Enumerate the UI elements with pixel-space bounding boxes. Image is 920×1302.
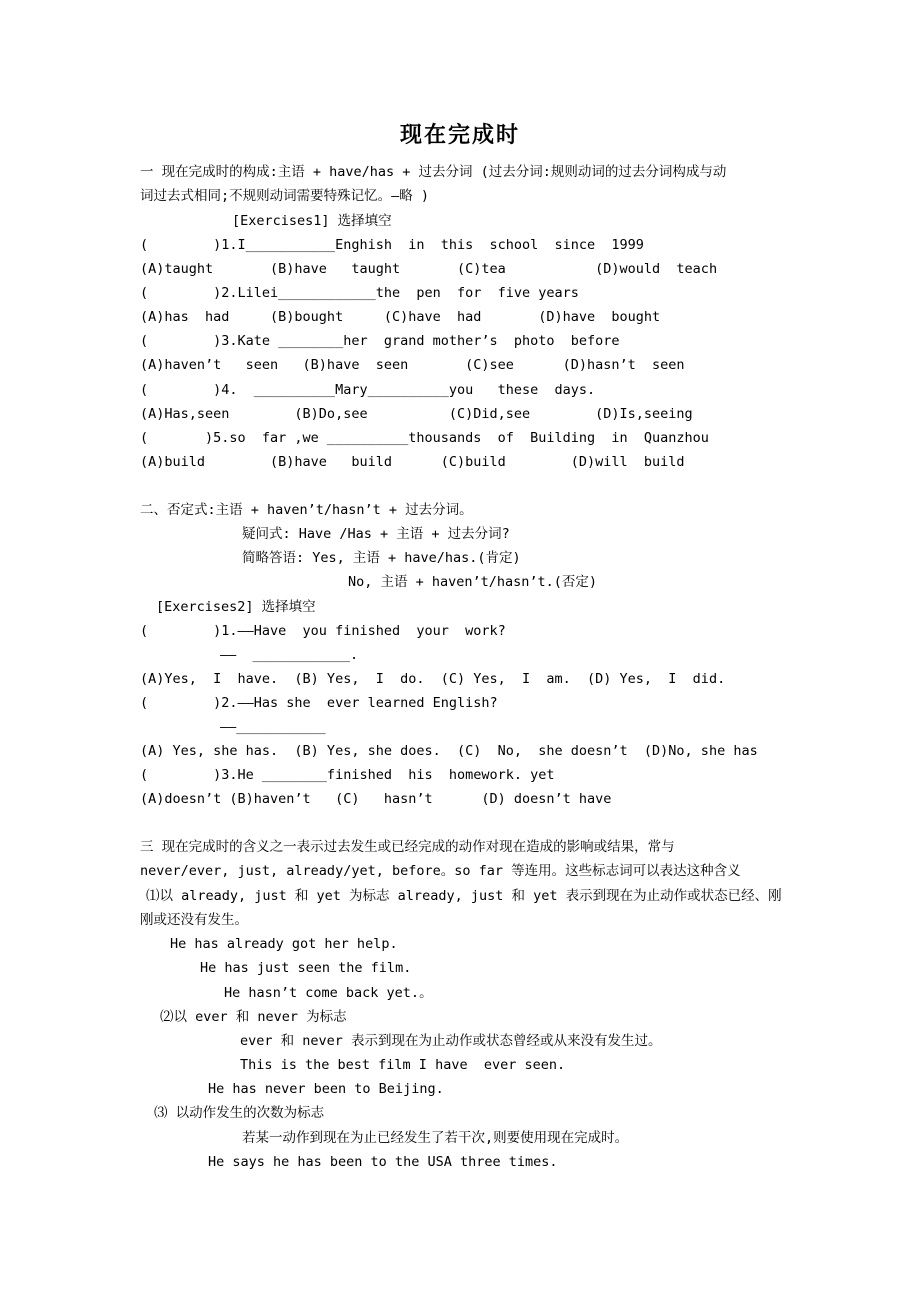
example-never: He has never been to Beijing. bbox=[208, 1081, 444, 1097]
section3-intro-line2: never/ever, just, already/yet, before。so far 等连用。这些标志词可以表达这种含义 bbox=[140, 863, 741, 879]
ex1-options-4: (A)Has,seen (B)Do,see (C)Did,see (D)Is,seeing bbox=[140, 406, 693, 422]
ex2-question-3: ( )3.He ________finished his homework. yet bbox=[140, 767, 555, 783]
section3-intro-line1: 三 现在完成时的含义之一表示过去发生或已经完成的动作对现在造成的影响或结果，常与 bbox=[140, 839, 675, 855]
section3-point3-explanation: 若某一动作到现在为止已经发生了若干次,则要使用现在完成时。 bbox=[242, 1130, 629, 1146]
section3-point1-line2: 刚或还没有发生。 bbox=[140, 912, 248, 928]
ex1-question-4: ( )4. __________Mary__________you these days. bbox=[140, 382, 596, 398]
ex1-question-3: ( )3.Kate ________her grand mother’s photo before bbox=[140, 333, 620, 349]
section2-short-answer-yes: 简略答语: Yes, 主语 + have/has.(肯定) bbox=[242, 550, 521, 566]
ex2-answer-blank-2: ——___________ bbox=[220, 719, 326, 735]
ex1-options-1: (A)taught (B)have taught (C)tea (D)would teach bbox=[140, 261, 718, 277]
ex1-question-1: ( )1.I___________Enghish in this school since 1999 bbox=[140, 237, 644, 253]
ex2-options-3: (A)doesn’t (B)haven’t (C) hasn’t (D) doesn’t have bbox=[140, 791, 612, 807]
section2-short-answer-no: No, 主语 + haven’t/hasn’t.(否定) bbox=[348, 574, 598, 590]
example-times: He says he has been to the USA three times. bbox=[208, 1154, 558, 1170]
ex1-options-5: (A)build (B)have build (C)build (D)will build bbox=[140, 454, 685, 470]
ex2-answer-blank-1: —— ____________. bbox=[220, 647, 359, 663]
page-title: 现在完成时 bbox=[399, 123, 520, 148]
ex2-question-2: ( )2.——Has she ever learned English? bbox=[140, 695, 498, 711]
section2-negative-form: 二、否定式:主语 + haven’t/hasn’t + 过去分词。 bbox=[140, 502, 473, 518]
ex1-question-2: ( )2.Lilei____________the pen for five years bbox=[140, 285, 579, 301]
ex2-options-1: (A)Yes, I have. (B) Yes, I do. (C) Yes, I am. (D) Yes, I did. bbox=[140, 671, 726, 687]
ex1-question-5: ( )5.so far ,we __________thousands of Building in Quanzhou bbox=[140, 430, 709, 446]
section3-point1-line1: ⑴以 already, just 和 yet 为标志 already, just 和 yet 表示到现在为止动作或状态已经、刚 bbox=[146, 888, 782, 904]
example-already: He has already got her help. bbox=[170, 936, 398, 952]
section1-intro-line1: 一 现在完成时的构成:主语 + have/has + 过去分词 (过去分词:规则动词的过去分词构成与动 bbox=[140, 164, 727, 180]
section2-question-form: 疑问式: Have /Has + 主语 + 过去分词? bbox=[242, 526, 510, 542]
section3-point3-heading: ⑶ 以动作发生的次数为标志 bbox=[154, 1105, 325, 1121]
section1-intro-line2: 词过去式相同;不规则动词需要特殊记忆。—略 ) bbox=[140, 188, 430, 204]
ex2-question-1: ( )1.——Have you finished your work? bbox=[140, 623, 506, 639]
exercises2-heading: [Exercises2] 选择填空 bbox=[156, 599, 316, 615]
example-yet: He hasn’t come back yet.。 bbox=[224, 985, 433, 1001]
section3-point2-explanation: ever 和 never 表示到现在为止动作或状态曾经或从来没有发生过。 bbox=[240, 1033, 662, 1049]
ex1-options-2: (A)has had (B)bought (C)have had (D)have bought bbox=[140, 309, 661, 325]
exercises1-heading: [Exercises1] 选择填空 bbox=[232, 213, 392, 229]
example-ever: This is the best film I have ever seen. bbox=[240, 1057, 566, 1073]
ex2-options-2: (A) Yes, she has. (B) Yes, she does. (C) No, she doesn’t (D)No, she has bbox=[140, 743, 758, 759]
example-just: He has just seen the film. bbox=[200, 960, 412, 976]
section3-point2-heading: ⑵以 ever 和 never 为标志 bbox=[160, 1009, 347, 1025]
ex1-options-3: (A)haven’t seen (B)have seen (C)see (D)hasn’t seen bbox=[140, 357, 685, 373]
